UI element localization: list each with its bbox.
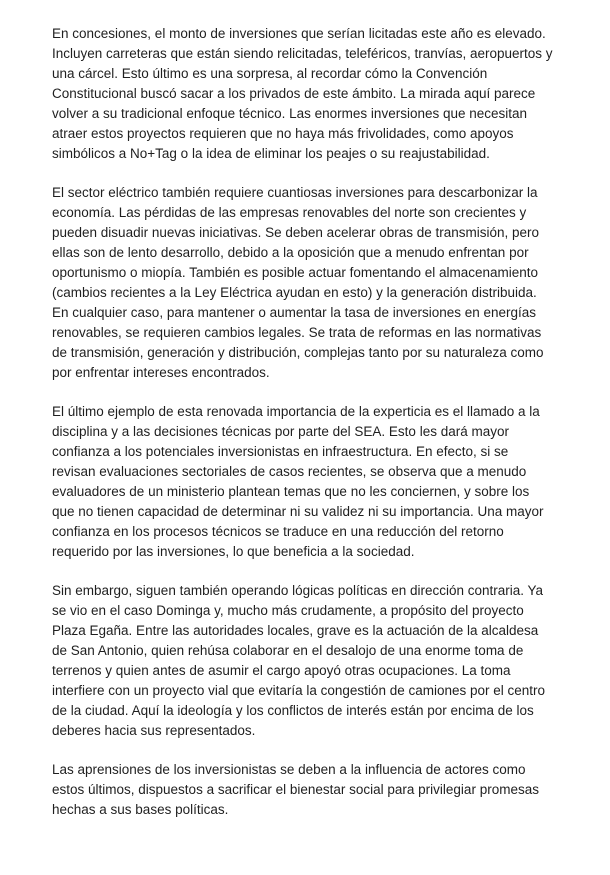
- paragraph-logicas-politicas: Sin embargo, siguen también operando lógicas políticas en dirección contraria. Ya se vio en el caso Dominga y, mucho más crudamente, a propósito del proyecto Plaza Egaña. Entre las autoridades locales, grave es la actuación de la alcaldesa de San Antonio, quien rehúsa colaborar en el desalojo de una enorme toma de terrenos y quien antes de asumir el cargo apoyó otras ocupaciones. La toma interfiere con un proyecto vial que evitaría la congestión de camiones por el centro de la ciudad. Aquí la ideología y los conflictos de interés están por encima de los deberes hacia sus representados.: [52, 583, 546, 738]
- paragraph-aprensiones: Las aprensiones de los inversionistas se deben a la influencia de actores como estos últimos, dispuestos a sacrificar el bienestar social para privilegiar promesas hechas a sus bases políticas.: [52, 762, 539, 817]
- paragraph-concesiones: En concesiones, el monto de inversiones que serían licitadas este año es elevado. Incluyen carreteras que están siendo relicitadas, teleféricos, tranvías, aeropuertos y una cárcel. Esto último es una sorpresa, al recordar cómo la Convención Constitucional buscó sacar a los privados de este ámbito. La mirada aquí parece volver a su tradicional enfoque técnico. Las enormes inversiones que necesitan atraer estos proyectos requieren que no haya más frivolidades, como apoyos simbólicos a No+Tag o la idea de eliminar los peajes o su reajustabilidad.: [52, 26, 553, 161]
- paragraph-sea-experticia: El último ejemplo de esta renovada importancia de la experticia es el llamado a la disciplina y a las decisiones técnicas por parte del SEA. Esto les dará mayor confianza a los potenciales inversionistas en infraestructura. En efecto, si se revisan evaluaciones sectoriales de casos recientes, se observa que a menudo evaluadores de un ministerio plantean temas que no les conciernen, y sobre los que no tienen capacidad de determinar ni su validez ni su importancia. Una mayor confianza en los procesos técnicos se traduce en una reducción del retorno requerido por las inversiones, lo que beneficia a la sociedad.: [52, 404, 544, 559]
- article-body: [52, 24, 554, 820]
- paragraph-sector-electrico: El sector eléctrico también requiere cuantiosas inversiones para descarbonizar la economía. Las pérdidas de las empresas renovables del norte son crecientes y pueden disuadir nuevas iniciativas. Se deben acelerar obras de transmisión, pero ellas son de lento desarrollo, debido a la oposición que a menudo enfrentan por oportunismo o miopía. También es posible actuar fomentando el almacenamiento (cambios recientes a la Ley Eléctrica ayudan en esto) y la generación distribuida. En cualquier caso, para mantener o aumentar la tasa de inversiones en energías renovables, se requieren cambios legales. Se trata de reformas en las normativas de transmisión, generación y distribución, complejas tanto por su naturaleza como por enfrentar intereses encontrados.: [52, 185, 544, 380]
